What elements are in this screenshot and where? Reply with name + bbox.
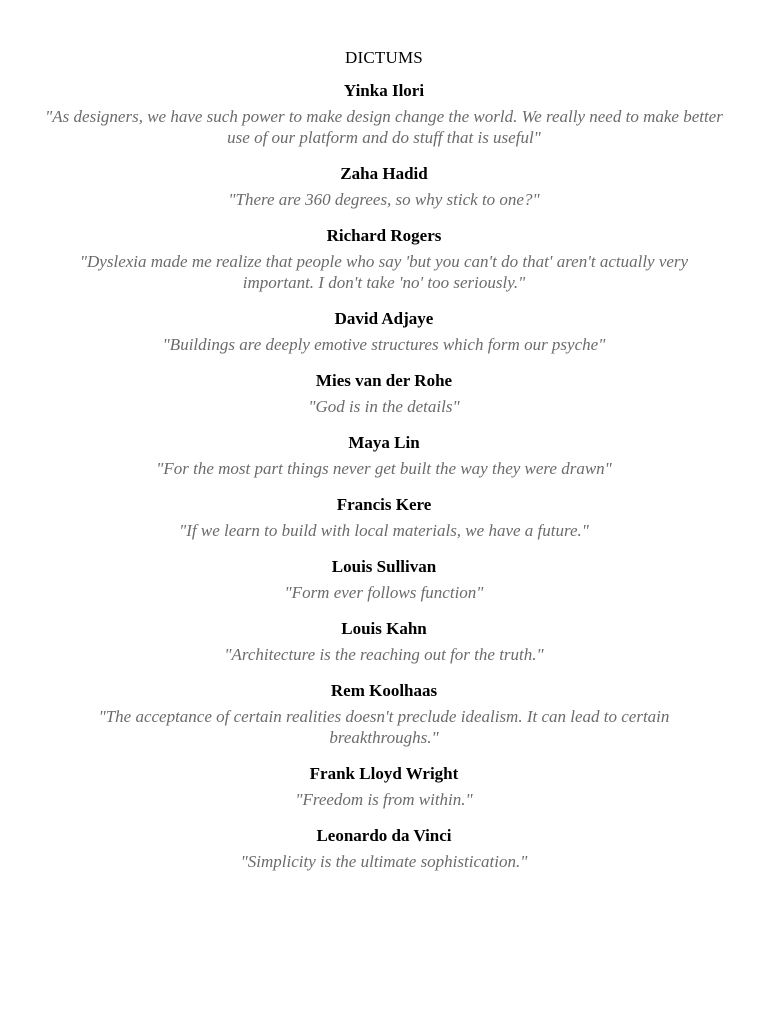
dictum-entry bbox=[0, 494, 768, 541]
dictum-entry bbox=[0, 432, 768, 479]
dictum-author: Louis Kahn bbox=[341, 619, 427, 638]
dictum-author: Yinka Ilori bbox=[343, 81, 425, 100]
dictum-author: Mies van der Rohe bbox=[315, 371, 453, 390]
dictum-entry bbox=[0, 825, 768, 872]
dictum-quote: "For the most part things never get built the way they were drawn" bbox=[156, 459, 612, 478]
dictum-author: Francis Kere bbox=[336, 495, 432, 514]
dictum-entry bbox=[0, 556, 768, 603]
dictum-author: Louis Sullivan bbox=[331, 557, 437, 576]
dictum-author: Zaha Hadid bbox=[340, 164, 428, 183]
dictum-entry bbox=[0, 225, 768, 293]
dictum-author: Rem Koolhaas bbox=[330, 681, 438, 700]
dictum-entry bbox=[0, 370, 768, 417]
dictum-entry bbox=[0, 763, 768, 810]
dictum-entry bbox=[0, 680, 768, 748]
dictum-entry bbox=[0, 163, 768, 210]
dictum-quote: "The acceptance of certain realities doesn't preclude idealism. It can lead to certain breakthroughs." bbox=[98, 707, 670, 747]
dictum-quote: "Dyslexia made me realize that people who say 'but you can't do that' aren't actually very important. I don't take 'no' too seriously." bbox=[79, 252, 689, 292]
page-title: DICTUMS bbox=[345, 48, 423, 67]
dictum-author: David Adjaye bbox=[334, 309, 434, 328]
dictum-entry bbox=[0, 80, 768, 148]
dictum-quote: "Simplicity is the ultimate sophistication." bbox=[240, 852, 528, 871]
dictums-page bbox=[0, 46, 768, 887]
dictum-quote: "Form ever follows function" bbox=[284, 583, 484, 602]
dictum-quote: "Architecture is the reaching out for the truth." bbox=[224, 645, 544, 664]
dictum-quote: "As designers, we have such power to make design change the world. We really need to make better use of our platform and do stuff that is useful" bbox=[45, 107, 723, 147]
dictum-entry bbox=[0, 308, 768, 355]
dictum-quote: "There are 360 degrees, so why stick to one?" bbox=[228, 190, 540, 209]
dictum-quote: "If we learn to build with local materials, we have a future." bbox=[179, 521, 589, 540]
dictum-entry bbox=[0, 618, 768, 665]
dictum-author: Maya Lin bbox=[348, 433, 420, 452]
dictum-author: Leonardo da Vinci bbox=[316, 826, 452, 845]
dictum-author: Frank Lloyd Wright bbox=[309, 764, 459, 783]
dictum-author: Richard Rogers bbox=[326, 226, 442, 245]
dictum-quote: "God is in the details" bbox=[308, 397, 460, 416]
dictum-quote: "Buildings are deeply emotive structures which form our psyche" bbox=[162, 335, 606, 354]
dictum-quote: "Freedom is from within." bbox=[295, 790, 473, 809]
